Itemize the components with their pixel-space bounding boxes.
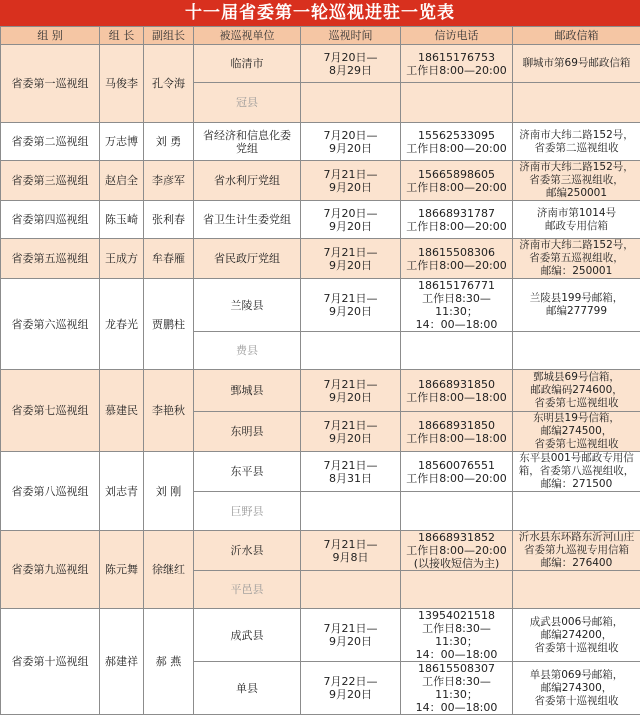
group-deputy: 贾鹏柱 (144, 279, 194, 370)
petition-phone: 18668931850 工作日8:00—18:00 (401, 370, 513, 412)
group-leader: 马俊李 (100, 45, 144, 123)
inspection-time: 7月21日— 9月20日 (301, 239, 401, 279)
group-name: 省委第九巡视组 (1, 531, 100, 609)
inspection-time: 7月20日— 9月20日 (301, 201, 401, 239)
petition-phone: 15665898605 工作日8:00—20:00 (401, 161, 513, 201)
table-row (1, 531, 640, 571)
mailbox: 济南市大纬二路152号， 省委第二巡视组收 (513, 123, 640, 161)
petition-phone: 18668931852 工作日8:00—20:00 (以接收短信为主) (401, 531, 513, 571)
header-time: 巡视时间 (301, 27, 401, 45)
inspection-time (301, 492, 401, 531)
inspection-time (301, 332, 401, 370)
group-leader: 万志博 (100, 123, 144, 161)
inspected-unit: 临清市 (194, 45, 301, 83)
inspection-time: 7月21日— 9月20日 (301, 279, 401, 332)
group-deputy: 郝 燕 (144, 609, 194, 715)
group-deputy: 徐继红 (144, 531, 194, 609)
table-body (1, 45, 640, 715)
group-deputy: 孔令海 (144, 45, 194, 123)
group-name: 省委第十巡视组 (1, 609, 100, 715)
inspection-time: 7月20日— 8月29日 (301, 45, 401, 83)
inspected-unit: 鄄城县 (194, 370, 301, 412)
table-row (1, 201, 640, 239)
group-name: 省委第七巡视组 (1, 370, 100, 452)
group-deputy: 刘 勇 (144, 123, 194, 161)
mailbox: 济南市第1014号 邮政专用信箱 (513, 201, 640, 239)
header-deputy: 副组长 (144, 27, 194, 45)
inspected-unit: 沂水县 (194, 531, 301, 571)
inspection-time: 7月21日— 9月20日 (301, 370, 401, 412)
petition-phone (401, 332, 513, 370)
inspection-time: 7月21日— 9月20日 (301, 609, 401, 662)
table-row (1, 161, 640, 201)
mailbox (513, 571, 640, 609)
mailbox: 聊城市第69号邮政信箱 (513, 45, 640, 83)
petition-phone: 13954021518 工作日8:30—11:30； 14：00—18:00 (401, 609, 513, 662)
group-leader: 郝建祥 (100, 609, 144, 715)
group-deputy: 李艳秋 (144, 370, 194, 452)
mailbox (513, 492, 640, 531)
inspected-unit: 冠县 (194, 83, 301, 123)
petition-phone (401, 492, 513, 531)
mailbox: 济南市大纬二路152号， 省委第五巡视组收， 邮编：250001 (513, 239, 640, 279)
petition-phone: 18615176753 工作日8:00—20:00 (401, 45, 513, 83)
inspected-unit: 省卫生计生委党组 (194, 201, 301, 239)
mailbox: 济南市大纬二路152号， 省委第三巡视组收， 邮编250001 (513, 161, 640, 201)
table-row (1, 452, 640, 492)
table-row (1, 239, 640, 279)
header-phone: 信访电话 (401, 27, 513, 45)
mailbox: 兰陵县199号邮箱， 邮编277799 (513, 279, 640, 332)
mailbox: 东平县001号邮政专用信 箱，省委第八巡视组收， 邮编：271500 (513, 452, 640, 492)
mailbox: 沂水县东环路东沂河山庄 省委第九巡视专用信箱 邮编：276400 (513, 531, 640, 571)
table-row (1, 45, 640, 83)
group-leader: 陈玉崎 (100, 201, 144, 239)
group-leader: 龙春光 (100, 279, 144, 370)
inspected-unit: 省经济和信息化委 党组 (194, 123, 301, 161)
petition-phone: 18560076551 工作日8:00—20:00 (401, 452, 513, 492)
group-name: 省委第三巡视组 (1, 161, 100, 201)
group-leader: 刘志青 (100, 452, 144, 531)
table-row (1, 609, 640, 662)
inspected-unit: 东平县 (194, 452, 301, 492)
inspected-unit: 成武县 (194, 609, 301, 662)
inspected-unit: 省水利厅党组 (194, 161, 301, 201)
inspected-unit: 巨野县 (194, 492, 301, 531)
group-name: 省委第一巡视组 (1, 45, 100, 123)
group-leader: 陈元舞 (100, 531, 144, 609)
petition-phone: 18615508307 工作日8:30—11:30； 14：00—18:00 (401, 662, 513, 715)
petition-phone: 18615176771 工作日8:30—11:30； 14：00—18:00 (401, 279, 513, 332)
page-title: 十一届省委第一轮巡视进驻一览表 (0, 0, 640, 26)
group-deputy: 刘 刚 (144, 452, 194, 531)
inspected-unit: 单县 (194, 662, 301, 715)
group-name: 省委第六巡视组 (1, 279, 100, 370)
inspected-unit: 省民政厅党组 (194, 239, 301, 279)
petition-phone: 15562533095 工作日8:00—20:00 (401, 123, 513, 161)
group-leader: 慕建民 (100, 370, 144, 452)
inspected-unit: 兰陵县 (194, 279, 301, 332)
header-mail: 邮政信箱 (513, 27, 640, 45)
mailbox: 鄄城县69号信箱， 邮政编码274600， 省委第七巡视组收 (513, 370, 640, 412)
inspection-time: 7月20日— 9月20日 (301, 123, 401, 161)
group-leader: 王成方 (100, 239, 144, 279)
group-name: 省委第四巡视组 (1, 201, 100, 239)
mailbox (513, 332, 640, 370)
inspection-time: 7月21日— 9月20日 (301, 412, 401, 452)
group-name: 省委第二巡视组 (1, 123, 100, 161)
table-row (1, 123, 640, 161)
inspection-time: 7月21日— 9月8日 (301, 531, 401, 571)
header-unit: 被巡视单位 (194, 27, 301, 45)
inspection-time: 7月22日— 9月20日 (301, 662, 401, 715)
petition-phone: 18668931787 工作日8:00—20:00 (401, 201, 513, 239)
mailbox: 单县第069号邮箱， 邮编274300， 省委第十巡视组收 (513, 662, 640, 715)
group-deputy: 张利春 (144, 201, 194, 239)
table-row (1, 279, 640, 332)
table-row (1, 370, 640, 412)
header-group: 组 别 (1, 27, 100, 45)
petition-phone: 18615508306 工作日8:00—20:00 (401, 239, 513, 279)
group-leader: 赵启全 (100, 161, 144, 201)
mailbox: 成武县006号邮箱， 邮编274200， 省委第十巡视组收 (513, 609, 640, 662)
header-leader: 组 长 (100, 27, 144, 45)
inspection-time: 7月21日— 9月20日 (301, 161, 401, 201)
mailbox: 东明县19号信箱， 邮编274500， 省委第七巡视组收 (513, 412, 640, 452)
inspected-unit: 平邑县 (194, 571, 301, 609)
inspection-table (0, 26, 640, 715)
group-name: 省委第五巡视组 (1, 239, 100, 279)
petition-phone (401, 571, 513, 609)
inspection-time (301, 83, 401, 123)
inspection-time (301, 571, 401, 609)
header-row (1, 27, 640, 45)
petition-phone (401, 83, 513, 123)
group-deputy: 李彦军 (144, 161, 194, 201)
inspected-unit: 东明县 (194, 412, 301, 452)
petition-phone: 18668931850 工作日8:00—18:00 (401, 412, 513, 452)
group-deputy: 牟春雁 (144, 239, 194, 279)
group-name: 省委第八巡视组 (1, 452, 100, 531)
inspection-time: 7月21日— 8月31日 (301, 452, 401, 492)
mailbox (513, 83, 640, 123)
inspected-unit: 费县 (194, 332, 301, 370)
